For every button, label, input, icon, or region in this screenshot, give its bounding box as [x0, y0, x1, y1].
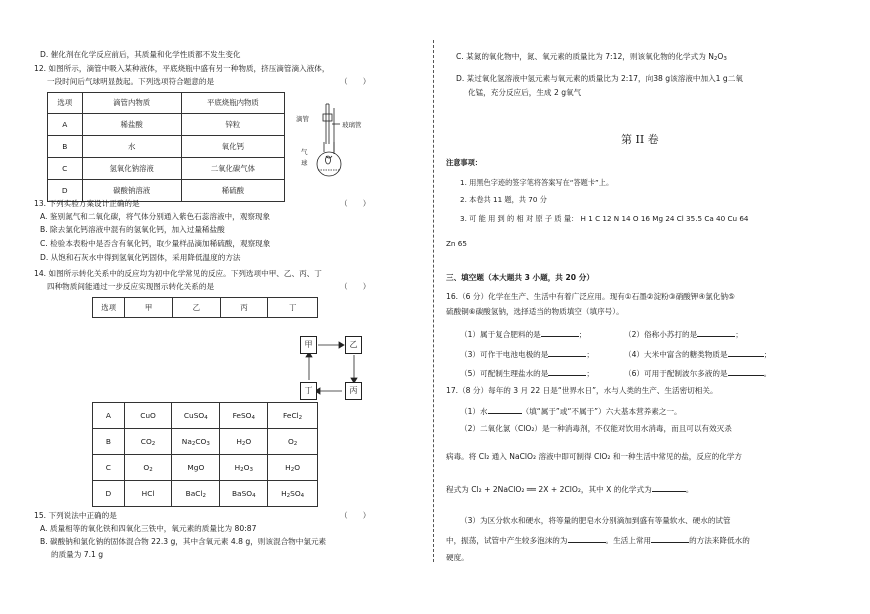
q14-cell — [220, 403, 268, 429]
q17-part3-line3: 硬度。 — [446, 553, 469, 562]
q16-item-4 — [624, 348, 771, 359]
formula-subscript: 4 — [252, 492, 256, 499]
answer-blank[interactable] — [728, 348, 764, 357]
q15-option-d-line2: 化锰，充分反应后，生成 2 g氧气 — [468, 88, 582, 97]
formula-subscript: 2 — [151, 440, 156, 447]
q17-part3-line1: （3）为区分软水和硬水，将等量的肥皂水分别滴加到盛有等量软水、硬水的试管 — [460, 516, 731, 525]
table-row — [93, 481, 318, 507]
punctuation: ； — [735, 330, 743, 339]
q14-stem-line1: 14. 如图所示转化关系中的反应均为初中化学常见的反应。下列选项中甲、乙、丙、丁 — [34, 269, 322, 278]
q15-answer-paren: （ ） — [340, 511, 371, 520]
q14-cell — [268, 403, 318, 429]
q12-header-cell: 平底烧瓶内物质 — [181, 93, 284, 114]
q12-stem-line1: 12. 如图所示，滴管中吸入某种液体，平底烧瓶中盛有另一种物质，挤压滴管滴入液体， — [34, 64, 330, 73]
table-row — [93, 403, 318, 429]
column-divider — [433, 40, 434, 562]
q16-item-4-text: （4）大米中富含的糖类物质是 — [624, 350, 728, 359]
answer-blank[interactable] — [488, 405, 522, 414]
answer-blank[interactable] — [568, 534, 606, 543]
q14-cell — [268, 429, 318, 455]
q15-stem: 15. 下列说法中正确的是 — [34, 511, 117, 520]
q12-header-cell: 滴管内物质 — [82, 93, 181, 114]
q14-cell: A — [93, 403, 125, 429]
q14-header-cell: 丁 — [268, 298, 318, 318]
q14-cell — [220, 481, 268, 507]
formula-text: Na — [181, 436, 192, 446]
q14-stem-line2: 四种物质间能通过一步反应实现图示转化关系的是 — [47, 282, 215, 291]
q12-cell: C — [48, 158, 83, 180]
q16-item-2-text: （2）俗称小苏打的是 — [624, 330, 698, 339]
q14-cell: C — [93, 455, 125, 481]
formula-text: FeCl — [283, 410, 299, 420]
formula-text: H — [234, 462, 241, 472]
q16-item-2 — [624, 328, 743, 339]
q12-cell: D — [48, 180, 83, 202]
table-row — [48, 136, 285, 158]
q14-cell — [124, 455, 172, 481]
q13-option-b: B. 除去氯化钙溶液中混有的氢氧化钙，加入过量稀盐酸 — [40, 225, 225, 234]
q17-stem: 17.（8 分）每年的 3 月 22 日是“世界水日”，水与人类的生产、生活密切相关。 — [446, 386, 718, 395]
notice-title: 注意事项： — [446, 158, 482, 167]
formula-subscript: 2 — [149, 466, 153, 473]
formula-subscript: 4 — [204, 414, 208, 421]
formula-text: O — [245, 436, 252, 446]
q14-header-cell: 乙 — [172, 298, 220, 318]
part-three-title: 三、填空题（本大题共 3 小题，共 20 分） — [446, 273, 594, 282]
formula-subscript: 4 — [251, 414, 255, 421]
q15-option-c: C. 某氮的氧化物中，氮、氧元素的质量比为 7:12，则该氧化物的化学式为 $N_2O_3$ — [456, 52, 727, 62]
formula-text: O — [287, 436, 294, 446]
formula-text: BaCl — [185, 488, 203, 498]
formula-text: CO — [140, 436, 152, 446]
q12-table — [47, 92, 285, 202]
q13-answer-paren: （ ） — [340, 199, 371, 208]
formula-text: H — [285, 462, 291, 472]
answer-blank[interactable] — [548, 348, 586, 357]
q16-item-3 — [460, 348, 594, 359]
flask-apparatus-figure — [290, 96, 370, 186]
formula-text: CuSO — [183, 410, 205, 420]
q14-cell — [172, 481, 220, 507]
q16-item-6 — [624, 367, 771, 378]
diagram-node-jia: 甲 — [300, 336, 317, 354]
q17-part3-text-b: 。生活上常用 — [605, 536, 652, 545]
answer-blank[interactable] — [697, 328, 735, 337]
formula-subscript: 2 — [202, 492, 206, 499]
table-row — [48, 114, 285, 136]
dropper-label: 滴管 — [296, 115, 309, 123]
q16-item-6-text: （6）可用于配制波尔多液的是 — [624, 369, 728, 378]
table-row — [93, 455, 318, 481]
q16-item-5 — [460, 367, 594, 378]
q14-cell — [124, 429, 172, 455]
q15-option-b-line1: B. 碳酸钠和氯化钠的固体混合物 22.3 g，其中含氧元素 4.8 g，则该混合物中氯元素 — [40, 537, 327, 546]
q17-part2-line2: 病毒。将 Cl₂ 通入 NaClO₂ 溶液中即可制得 ClO₂ 和一种生活中常见的盐，反应的化学方 — [446, 452, 742, 461]
formula-text: O — [294, 462, 301, 472]
q14-cell: $Na_2CO_3$ — [172, 429, 220, 455]
q12-answer-paren: （ ） — [340, 77, 371, 86]
notice-1: 1. 用黑色字迹的签字笔将答案写在“答题卡”上。 — [460, 178, 614, 187]
q16-item-5-text: （5）可配制生理盐水的是 — [460, 369, 549, 378]
notice-2: 2. 本卷共 11 题，共 70 分 — [460, 195, 547, 204]
q14-cell — [172, 403, 220, 429]
formula-text: BaSO — [231, 488, 253, 498]
q16-item-1 — [460, 328, 586, 339]
q11-option-d: D. 催化剂在化学反应前后，其质量和化学性质都不发生变化 — [40, 50, 241, 59]
answer-blank[interactable] — [728, 367, 764, 376]
q12-cell: 锌粒 — [181, 114, 284, 136]
q14-options-table — [92, 402, 318, 507]
q14-header-cell: 甲 — [125, 298, 173, 318]
punctuation: ； — [578, 330, 587, 339]
table-row — [93, 429, 318, 455]
answer-blank[interactable] — [541, 328, 579, 337]
q17-part3-text-a: 中，振荡，试管中产生较多泡沫的为 — [446, 536, 568, 545]
formula-text: MgO — [187, 462, 205, 472]
formula-text: SO — [290, 488, 301, 498]
diagram-node-yi: 乙 — [345, 336, 362, 354]
q14-cell — [124, 403, 172, 429]
q15-option-a: A. 质量相等的氧化铁和四氧化三铁中，氧元素的质量比为 80:87 — [40, 524, 257, 533]
q14-cell: $H_2SO_4$ — [268, 481, 318, 507]
q14-header-cell: 选项 — [93, 298, 125, 318]
q15-option-c-text: C. 某氮的氧化物中，氮、氧元素的质量比为 7:12，则该氧化物的化学式为 N — [456, 52, 714, 61]
q12-cell: 氧化钙 — [181, 136, 284, 158]
q12-stem-line2: 一段时间后气球明显鼓起。下列选项符合题意的是 — [47, 77, 215, 86]
q17-part1-text-a: （1）水 — [460, 407, 488, 416]
q12-cell: B — [48, 136, 83, 158]
q14-cell: D — [93, 481, 125, 507]
q14-cell: $H_2O$ — [220, 429, 268, 455]
answer-blank[interactable] — [651, 534, 689, 543]
formula-subscript: 2 — [293, 440, 298, 447]
formula-text: FeSO — [232, 410, 252, 420]
answer-blank[interactable] — [652, 483, 686, 492]
punctuation: 。 — [763, 369, 772, 378]
q14-cell — [124, 481, 172, 507]
q13-option-a: A. 鉴别氮气和二氧化碳，将气体分别通入紫色石蕊溶液中，观察现象 — [40, 212, 271, 221]
q14-cell: $H_2O_3$ — [220, 455, 268, 481]
q17-part2-line3 — [446, 483, 693, 494]
q16-stem-line1: 16.（6 分）化学在生产、生活中有着广泛应用。现有①石墨②淀粉③硝酸钾④氯化钠⑤ — [446, 292, 735, 301]
answer-blank[interactable] — [548, 367, 586, 376]
section-two-title: 第 II 卷 — [621, 133, 659, 146]
q14-header-cell: 丙 — [220, 298, 268, 318]
q12-cell: 稀硫酸 — [181, 180, 284, 202]
formula-text: H — [236, 436, 242, 446]
q13-stem: 13. 下列实验方案设计正确的是 — [34, 199, 140, 208]
formula-text: CO — [195, 436, 207, 446]
formula-text: H — [281, 488, 287, 498]
q12-header-cell: 选项 — [48, 93, 83, 114]
q17-part2-equation: 程式为 Cl₂ + 2NaClO₂ ══ 2X + 2ClO₂，其中 X 的化学式为 — [446, 485, 652, 494]
q14-cell: $H_2O$ — [268, 455, 318, 481]
diagram-node-ding: 丁 — [300, 382, 317, 400]
q13-option-d: D. 从饱和石灰水中得到氢氧化钙固体，采用降低温度的方法 — [40, 253, 241, 262]
q12-cell: 水 — [82, 136, 181, 158]
q17-part3-line2 — [446, 534, 750, 545]
balloon-label-2: 球 — [301, 159, 308, 167]
formula-text: O — [143, 462, 150, 472]
q16-item-1-text: （1）属于复合肥料的是 — [460, 330, 541, 339]
notice-3: 3. 可 能 用 到 的 相 对 原 子 质 量： H 1 C 12 N 14 O 16 Mg 24 Cl 35.5 Ca 40 Cu 64 — [460, 214, 749, 223]
punctuation: ； — [586, 350, 594, 359]
q15-option-d-line1: D. 某过氧化氢溶液中氢元素与氧元素的质量比为 2:17，向38 g该溶液中加入1 g二氧 — [456, 74, 743, 83]
punctuation: ； — [763, 350, 772, 359]
q17-part1 — [460, 405, 682, 416]
q12-cell: A — [48, 114, 83, 136]
q14-answer-paren: （ ） — [340, 282, 371, 291]
balloon-label-1: 气 — [301, 148, 308, 156]
q12-cell: 碳酸钠溶液 — [82, 180, 181, 202]
q12-cell: 稀盐酸 — [82, 114, 181, 136]
q16-stem-line2: 硫酸铜⑥碳酸氢钠，选择适当的物质填空（填序号）。 — [446, 307, 624, 316]
table-row — [48, 158, 285, 180]
q16-item-3-text: （3）可作干电池电极的是 — [460, 350, 549, 359]
punctuation: ； — [586, 369, 594, 378]
q17-part1-text-b: （填“属于”或“不属于”）六大基本营养素之一。 — [521, 407, 682, 416]
notice-3-tail: Zn 65 — [446, 239, 467, 248]
q13-option-c: C. 检验本表粉中是否含有氧化钙，取少量样品滴加稀硫酸，观察现象 — [40, 239, 271, 248]
formula-text: CuO — [140, 410, 156, 420]
punctuation: 。 — [685, 485, 694, 494]
q17-part3-text-c: 的方法来降低水的 — [689, 536, 750, 545]
diagram-node-bing: 丙 — [345, 382, 362, 400]
formula-subscript: 2 — [298, 414, 303, 421]
q14-cell: B — [93, 429, 125, 455]
q12-cell: 氢氧化钠溶液 — [82, 158, 181, 180]
q14-header-table — [92, 297, 318, 318]
formula-text: HCl — [141, 488, 155, 498]
q12-cell: 二氧化碳气体 — [181, 158, 284, 180]
glass-tube-label: 玻璃管 — [342, 121, 362, 129]
q15-option-b-line2: 的质量为 7.1 g — [51, 550, 104, 559]
q14-cell — [172, 455, 220, 481]
formula-text: O — [243, 462, 250, 472]
q17-part2-line1: （2）二氧化氯（ClO₂）是一种消毒剂，不仅能对饮用水消毒，而且可以有效灭杀 — [460, 424, 732, 433]
